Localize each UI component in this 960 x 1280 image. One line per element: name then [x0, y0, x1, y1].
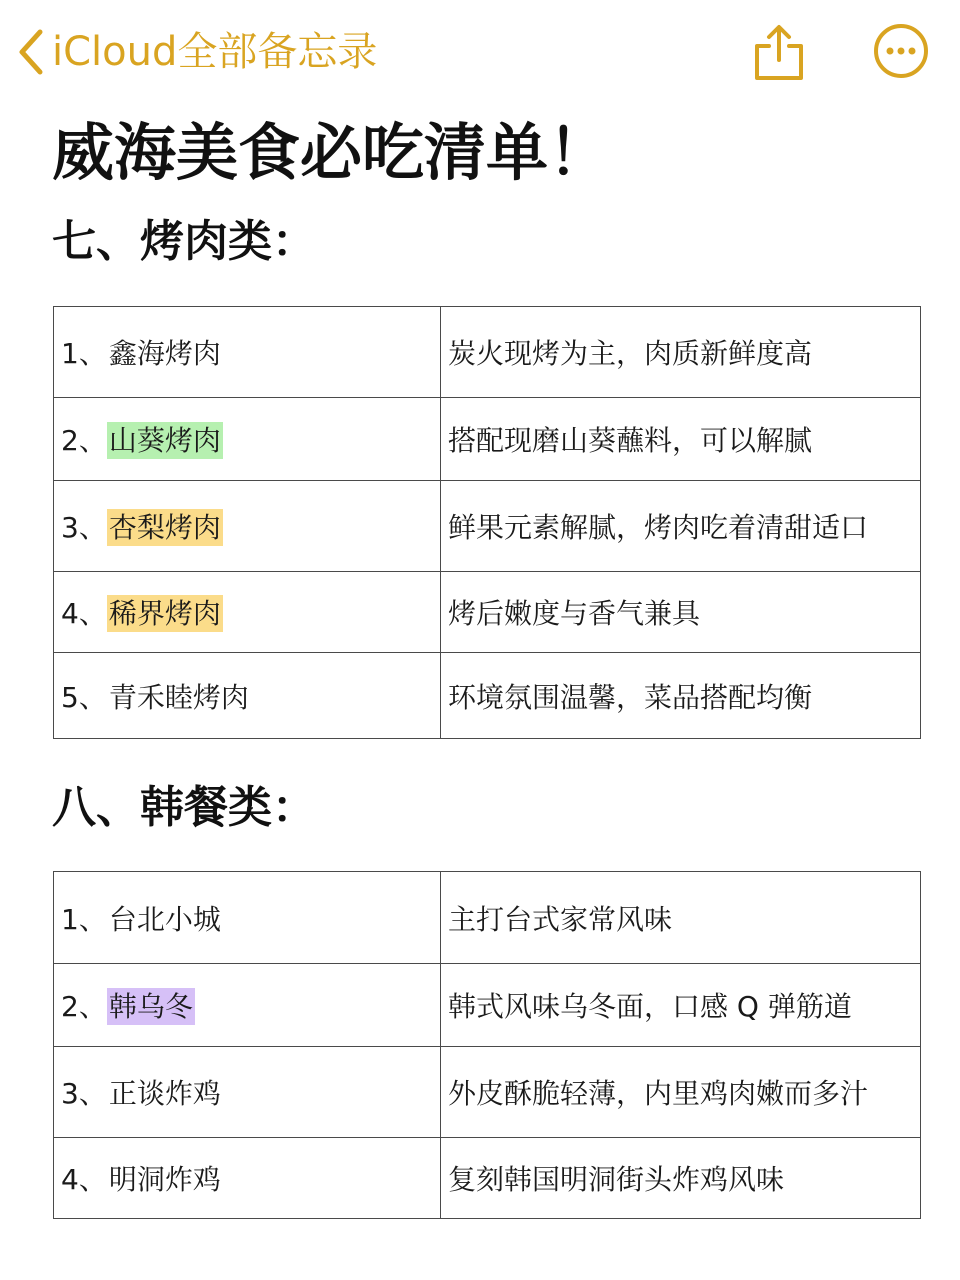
- row-number: 4、: [61, 1163, 107, 1196]
- table-row: [54, 1138, 921, 1219]
- restaurant-name: 韩乌冬: [108, 990, 193, 1023]
- restaurant-name: 山葵烤肉: [108, 424, 221, 457]
- restaurant-cell: [54, 1047, 441, 1138]
- restaurant-cell: [54, 872, 441, 964]
- restaurant-cell: [54, 964, 441, 1047]
- row-number: 1、: [61, 337, 107, 370]
- table-row: [54, 1047, 921, 1138]
- restaurant-name: 稀界烤肉: [108, 597, 221, 630]
- description-cell: 搭配现磨山葵蘸料，可以解腻: [441, 398, 921, 481]
- table-row: [54, 398, 921, 481]
- more-icon: [872, 65, 930, 84]
- description-cell: 外皮酥脆轻薄，内里鸡肉嫩而多汁: [441, 1047, 921, 1138]
- back-button[interactable]: [18, 24, 377, 80]
- restaurant-name: 台北小城: [108, 902, 221, 936]
- row-number: 2、: [61, 990, 107, 1023]
- description-cell: 炭火现烤为主，肉质新鲜度高: [441, 307, 921, 398]
- row-number: 3、: [61, 1077, 107, 1110]
- restaurant-name: 杏梨烤肉: [108, 511, 221, 544]
- section-title-korean: 八、韩餐类：: [52, 782, 316, 833]
- restaurant-name: 明洞炸鸡: [108, 1163, 221, 1196]
- restaurant-name: 正谈炸鸡: [108, 1077, 221, 1110]
- description-cell: 环境氛围温馨，菜品搭配均衡: [441, 653, 921, 739]
- row-number: 4、: [61, 597, 107, 630]
- share-button[interactable]: [752, 22, 806, 82]
- row-number: 1、: [61, 902, 107, 936]
- restaurant-cell: [54, 653, 441, 739]
- description-cell: 复刻韩国明洞街头炸鸡风味: [441, 1138, 921, 1219]
- description-cell: 韩式风味乌冬面，口感 Q 弹筋道: [441, 964, 921, 1047]
- bbq-table: [53, 306, 921, 739]
- row-number: 5、: [61, 680, 107, 714]
- table-row: [54, 307, 921, 398]
- table-row: [54, 964, 921, 1047]
- korean-table: [53, 871, 921, 1219]
- description-cell: 鲜果元素解腻，烤肉吃着清甜适口: [441, 481, 921, 572]
- chevron-left-icon: [18, 28, 44, 76]
- restaurant-cell: [54, 481, 441, 572]
- navigation-bar: [0, 0, 960, 100]
- restaurant-cell: [54, 307, 441, 398]
- restaurant-cell: [54, 572, 441, 653]
- description-cell: 主打台式家常风味: [441, 872, 921, 964]
- table-row: [54, 481, 921, 572]
- share-icon: [752, 67, 806, 86]
- table-row: [54, 572, 921, 653]
- description-cell: 烤后嫩度与香气兼具: [441, 572, 921, 653]
- restaurant-cell: [54, 1138, 441, 1219]
- note-title: 威海美食必吃清单！: [52, 116, 611, 189]
- table-row: [54, 653, 921, 739]
- more-button[interactable]: [872, 22, 930, 80]
- row-number: 2、: [61, 424, 107, 457]
- restaurant-name: 鑫海烤肉: [108, 337, 221, 370]
- restaurant-cell: [54, 398, 441, 481]
- section-title-bbq: 七、烤肉类：: [52, 216, 316, 267]
- row-number: 3、: [61, 511, 107, 544]
- back-label: iCloud全部备忘录: [52, 29, 378, 75]
- restaurant-name: 青禾睦烤肉: [108, 680, 249, 714]
- table-row: [54, 872, 921, 964]
